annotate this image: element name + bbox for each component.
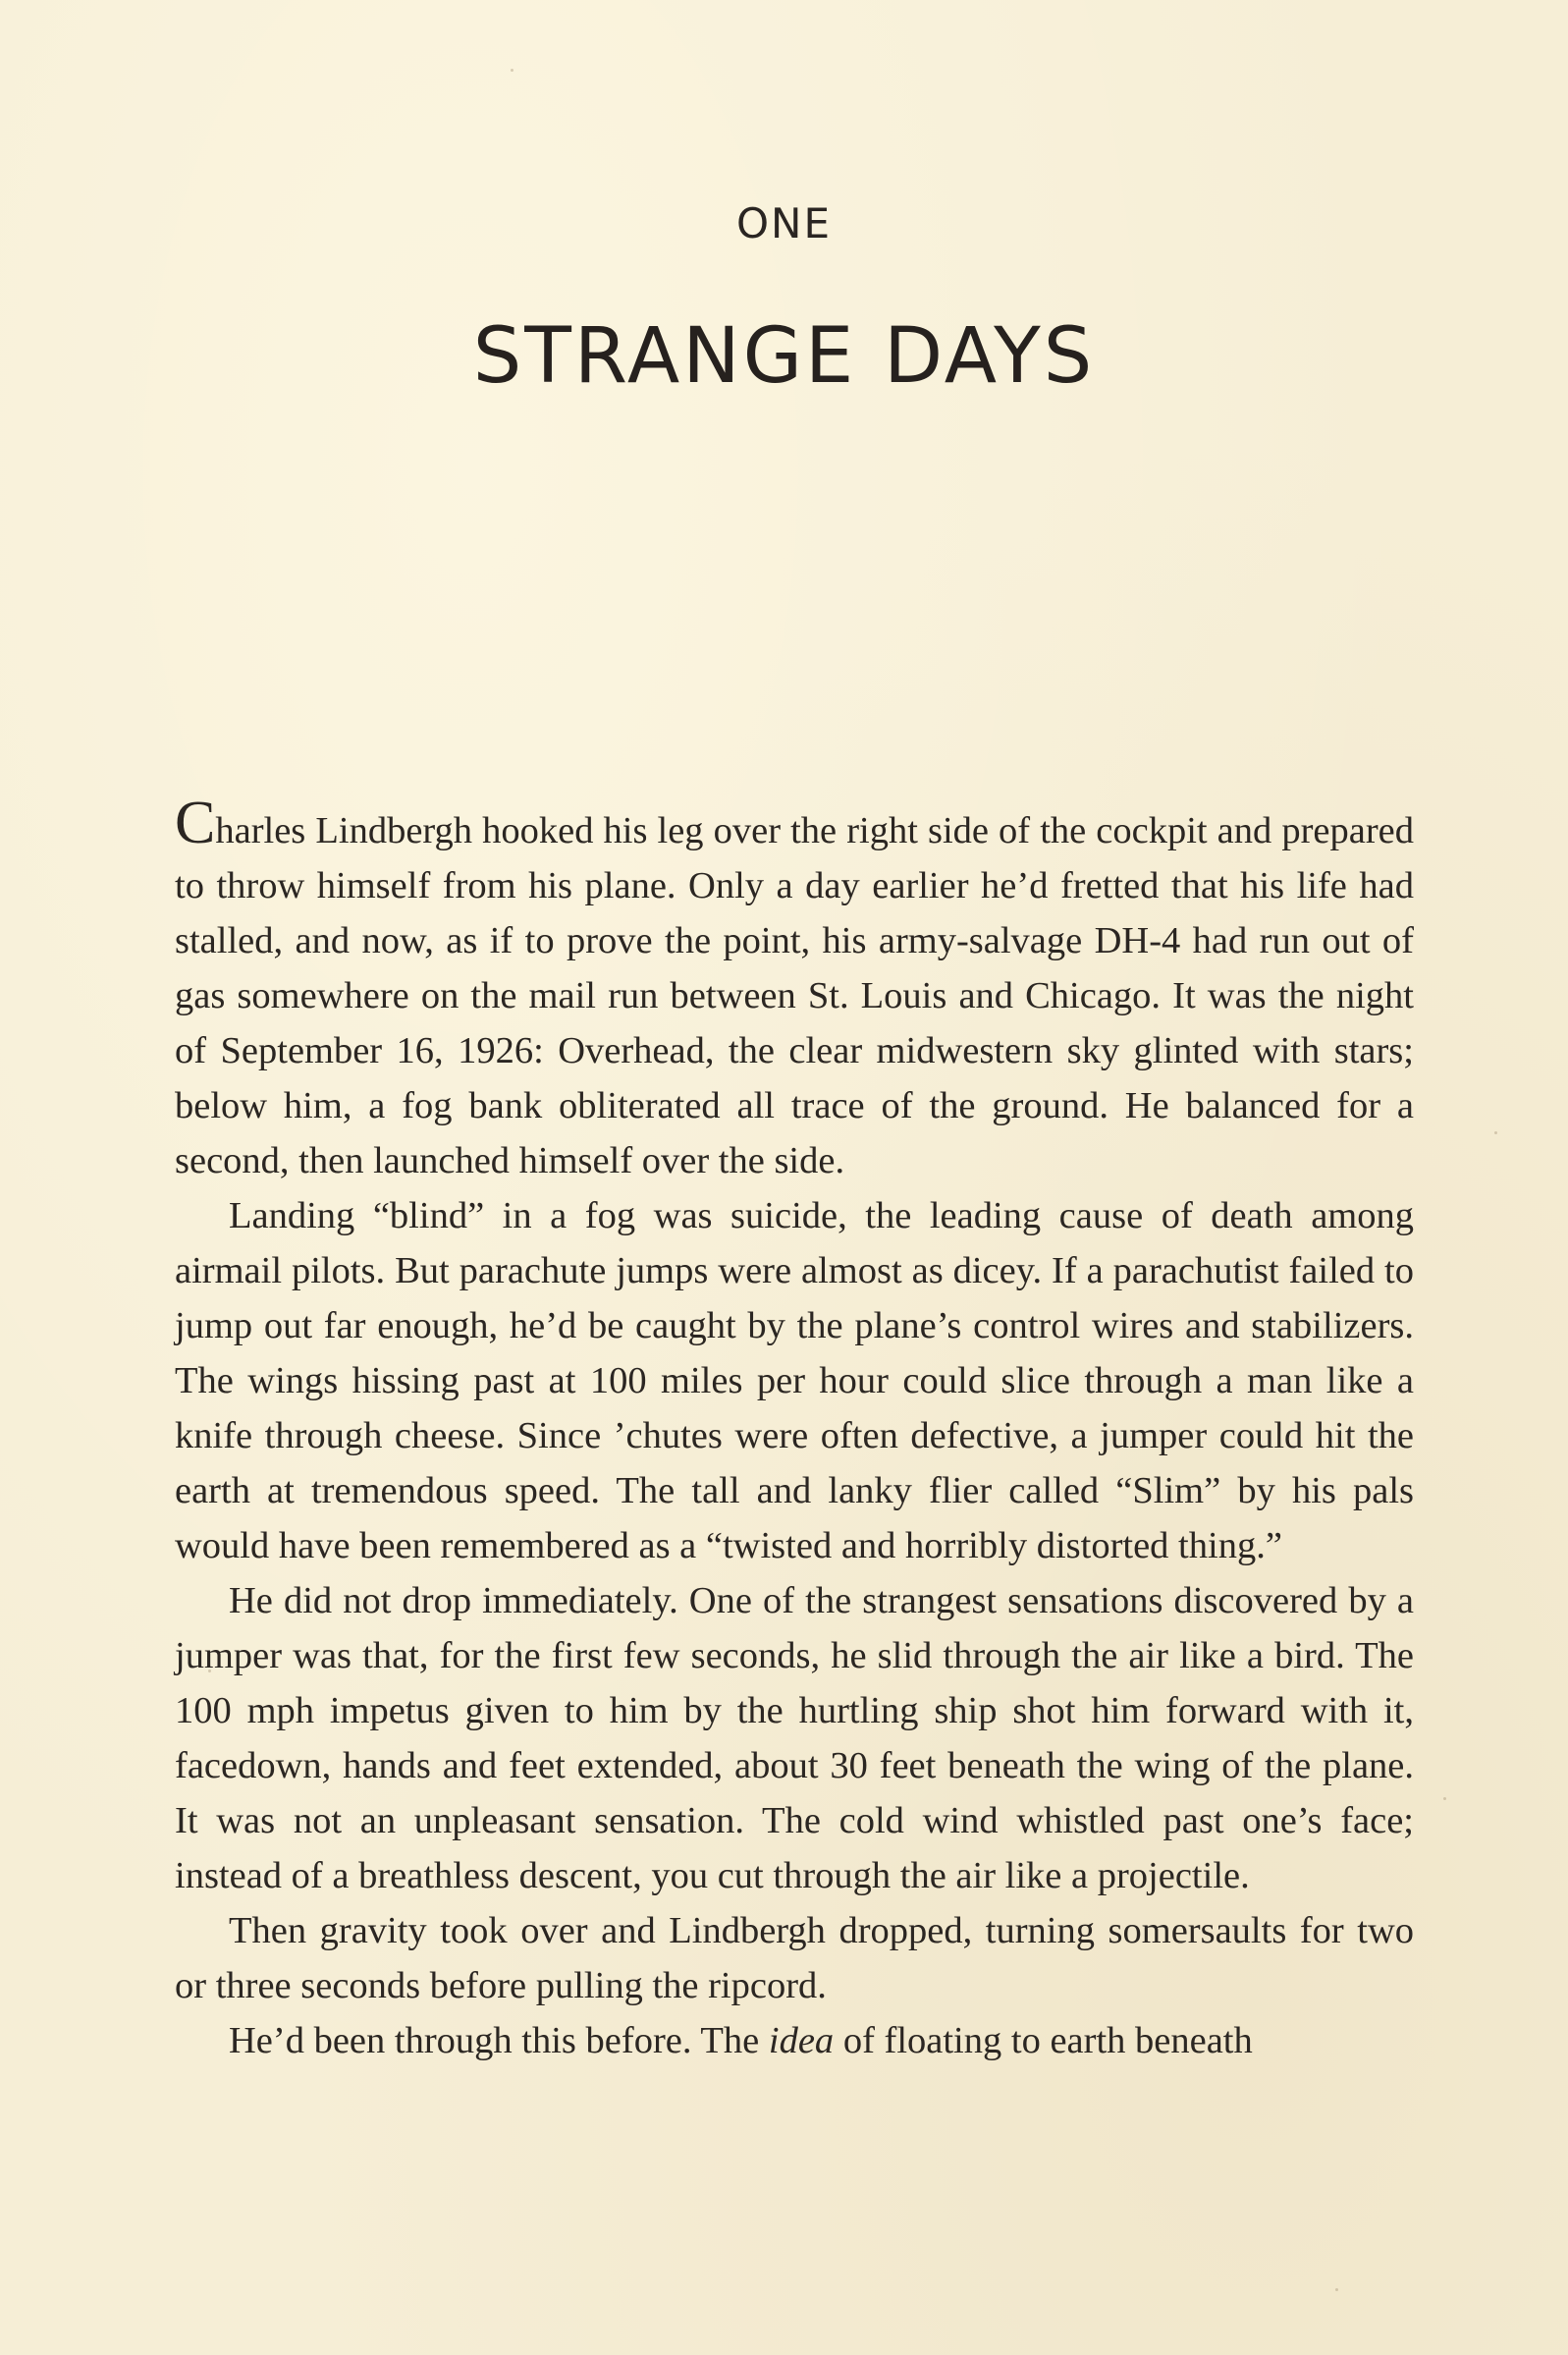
paragraph-1-text: harles Lindbergh hooked his leg over the right side of the cockpit and prepared to throw himself from his plane. Only a day earlier he’d fretted that his life had stalled, and now, as if to prove the point, his army-salvage DH-4 had run out of gas somewhere on the mail run between St. Louis and Chicago. It was the night of September 16, 1926: Overhead, the clear midwestern sky glinted with stars; below him, a fog bank obliterated all trace of the ground. He balanced for a second, then launched himself over the side. (175, 810, 1414, 1181)
paragraph-5 (175, 2013, 1414, 2068)
paragraph-5-emphasis: idea (768, 2020, 835, 2061)
paragraph-5-text-end: of floating to earth beneath (834, 2020, 1253, 2061)
paper-speck (1443, 1797, 1446, 1800)
paragraph-2: Landing “blind” in a fog was suicide, the leading cause of death among airmail pilots. But parachute jumps were almost as dicey. If a parachutist failed to jump out far enough, he’d be caught by the plane’s control wires and stabilizers. The wings hissing past at 100 miles per hour could slice through a man like a knife through cheese. Since ’chutes were often defective, a jumper could hit the earth at tremendous speed. The tall and lanky flier called “Slim” by his pals would have been remembered as a “twisted and horribly distorted thing.” (175, 1195, 1414, 1566)
drop-cap: C (175, 790, 216, 856)
chapter-number: ONE (735, 199, 832, 247)
paper-speck (1494, 1131, 1497, 1134)
chapter-title: STRANGE DAYS (472, 312, 1096, 401)
chapter-body (175, 790, 1414, 2068)
paper-speck (511, 69, 514, 72)
paragraph-5-text-start: He’d been through this before. The (229, 2020, 769, 2061)
paragraph-3: He did not drop immediately. One of the strangest sensations discovered by a jumper was that, for the first few seconds, he slid through the air like a bird. The 100 mph impetus given to him by the hurtling ship shot him forward with it, facedown, hands and feet extended, about 30 feet beneath the wing of the plane. It was not an unpleasant sensation. The cold wind whistled past one’s face; instead of a breathless descent, you cut through the air like a projectile. (175, 1580, 1414, 1896)
paragraph-1 (175, 790, 1414, 1188)
paragraph-4: Then gravity took over and Lindbergh dropped, turning somersaults for two or three seconds before pulling the ripcord. (175, 1910, 1414, 2006)
paper-speck (1335, 2288, 1338, 2291)
